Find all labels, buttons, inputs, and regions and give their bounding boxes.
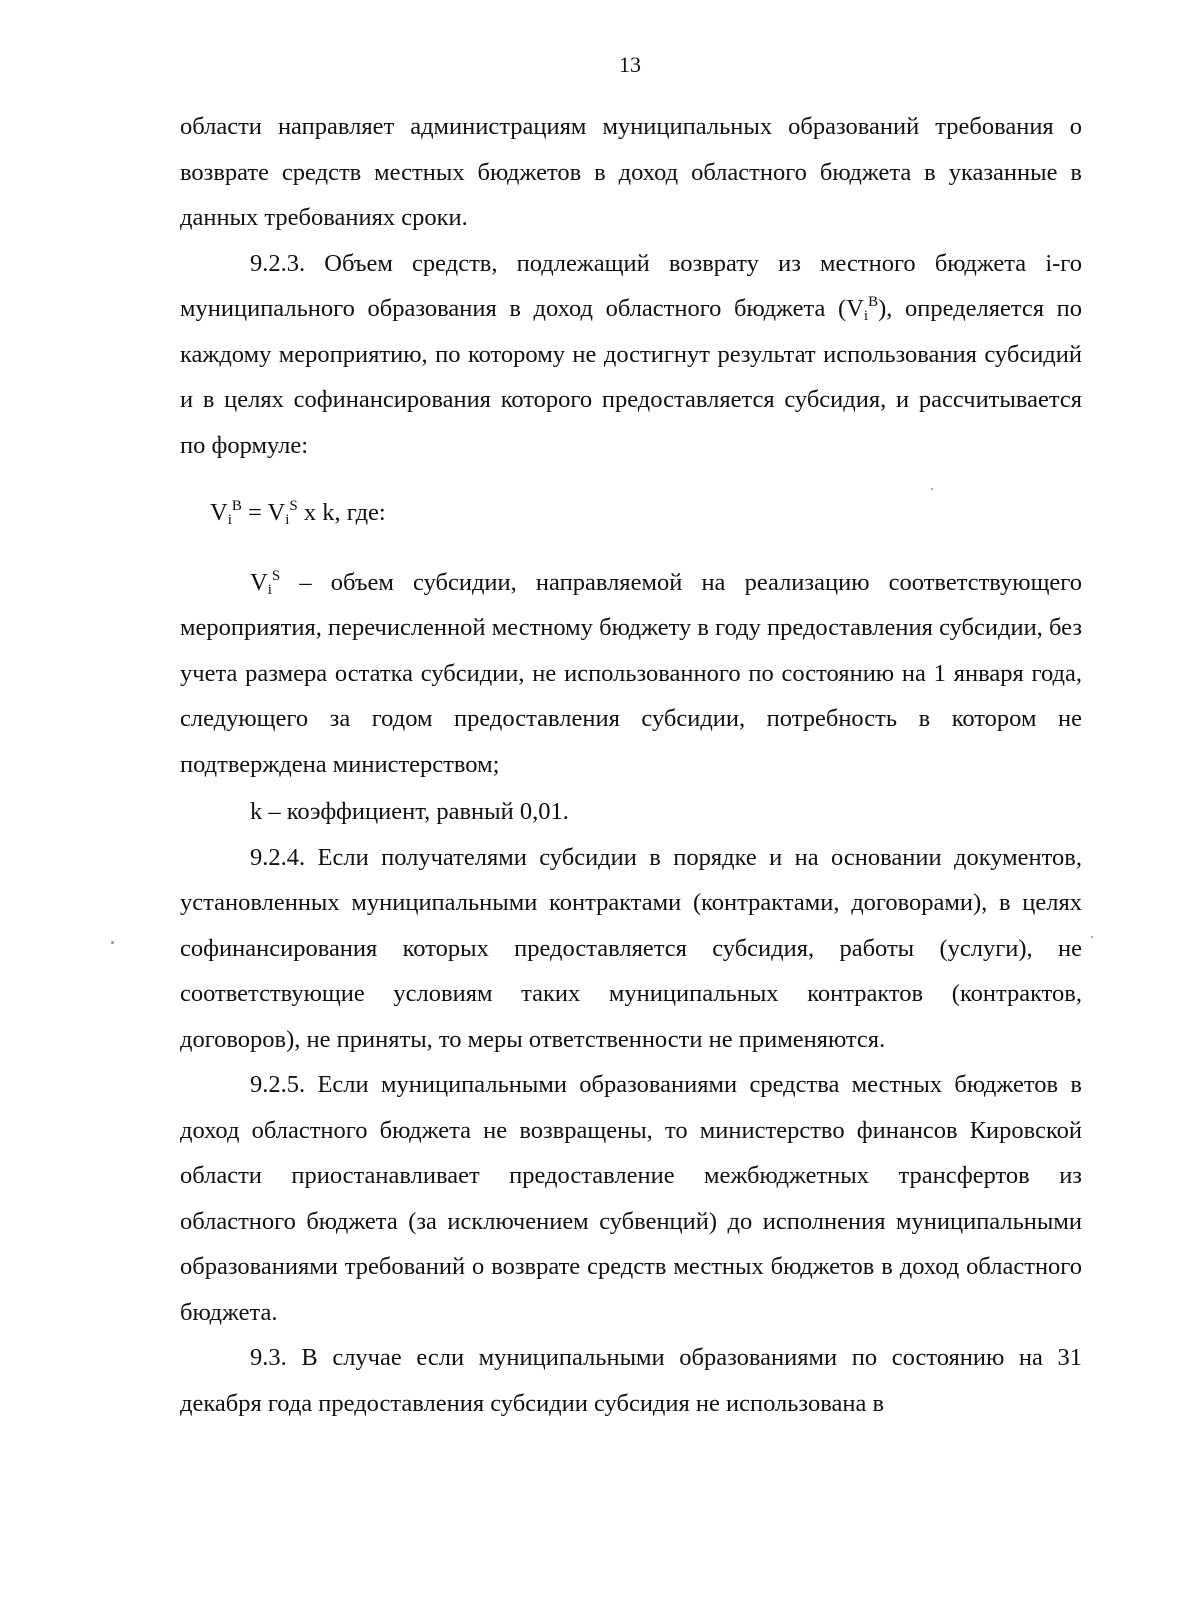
formula-v: V — [210, 499, 228, 526]
paragraph-9-2-4: 9.2.4. Если получателями субсидии в порядке и на основании документов, установленных муниципальными контрактами (контрактами, договорами), в целях софинансирования которых предоставляется субсидия, работы (услуги), не соответствующие условиям таких муниципальных контрактов (контрактов, договоров), не приняты, то меры ответственности не применяются. — [180, 843, 1082, 1053]
paragraph-9-2-3-text-rest: ), определяется по каждому мероприятию, по которому не достигнут результат использования субсидий и в целях софинансирования которого предоставляется субсидия, и рассчитывается по формуле: — [180, 295, 1082, 459]
formula-superscript-s: S — [289, 498, 298, 514]
paragraph-continuation: области направляет администрациям муниципальных образований требования о возврате средств местных бюджетов в доход областного бюджета в указанные в данных требованиях сроки. — [180, 113, 1082, 231]
definition-subscript-i: i — [267, 581, 272, 598]
scan-speck — [1091, 936, 1093, 938]
document-body — [180, 104, 1082, 1426]
paragraph-9-2-5: 9.2.5. Если муниципальными образованиями средства местных бюджетов в доход областного бюджета не возвращены, то министерство финансов Кировской области приостанавливает предоставление межбюджетных трансфертов из областного бюджета (за исключением субвенций) до исполнения муниципальными образованиями требований о возврате средств местных бюджетов в доход областного бюджета. — [180, 1071, 1082, 1326]
formula-superscript-b: B — [231, 498, 242, 514]
formula — [180, 490, 1082, 536]
subscript-i: i — [863, 308, 869, 324]
definition-superscript-s: S — [271, 567, 281, 584]
formula-subscript-i: i — [227, 512, 232, 528]
superscript-b: B — [868, 294, 879, 310]
scan-speck — [931, 488, 933, 490]
formula-equals-v: = V — [241, 499, 286, 526]
paragraph-9-2-3 — [180, 241, 1082, 469]
formula-subscript-i-2: i — [285, 512, 290, 528]
definition-k: k – коэффициент, равный 0,01. — [250, 798, 569, 825]
paragraph-9-3: 9.3. В случае если муниципальными образованиями по состоянию на 31 декабря года предоставления субсидии субсидия не использована в — [180, 1344, 1082, 1417]
definition-vis-text: – объем субсидии, направляемой на реализацию соответствующего мероприятия, перечисленной местному бюджету в году предоставления субсидии, без учета размера остатка субсидии, не использованного по состоянию на 1 января года, следующего за годом предоставления субсидии, потребность в котором не подтверждена министерством; — [180, 568, 1082, 778]
definition-vis — [180, 560, 1082, 788]
paragraph-9-2-3-text: 9.2.3. Объем средств, подлежащий возврату из местного бюджета i-го муниципального образования в доход областного бюджета (V — [180, 249, 1082, 322]
definition-v: V — [250, 568, 268, 596]
formula-rest: x k, где: — [297, 499, 386, 526]
scan-speck — [111, 941, 114, 944]
page-number: 13 — [619, 52, 641, 77]
